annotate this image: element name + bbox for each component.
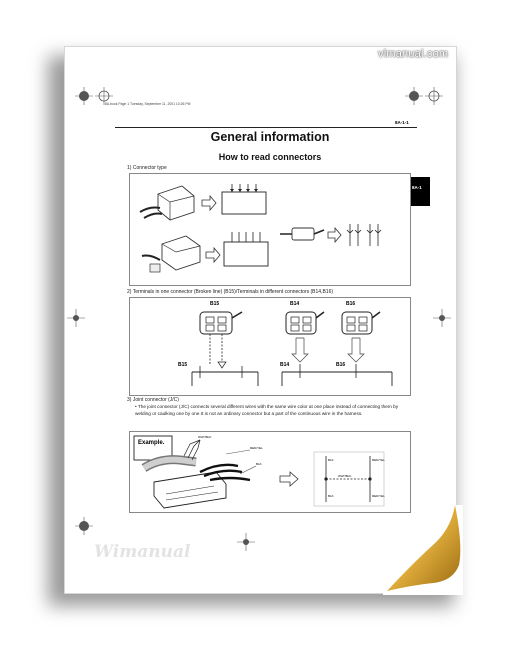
registration-mark-icon: [75, 517, 93, 535]
wire-label: WHT/BLK: [198, 435, 212, 439]
joint-connector-description: • The joint connector (J/C) connects several different wires with the same wire color at one place instead of connecting them by welding or caulking one by one.It is not an ordinary connector but a part of the continuous wire in the harness.: [135, 404, 399, 416]
page-number: 8A-1-1: [395, 120, 409, 125]
connector-label-top: B15: [210, 301, 220, 307]
wire-label: RED/YEL: [250, 446, 263, 450]
schematic-label: RED/YEL: [372, 494, 385, 498]
connector-label-bottom: B14: [280, 362, 290, 368]
example-label: Example.: [138, 440, 165, 446]
registration-mark-icon: [75, 87, 93, 105]
connector-label-top: B16: [346, 301, 356, 307]
section-label-joint-connector: 3) Joint connector (J/C): [127, 397, 179, 403]
registration-mark-icon: [237, 533, 255, 551]
connector-type-figure: [129, 173, 411, 286]
wire-label: BLK: [256, 462, 262, 466]
registration-mark-icon: [433, 309, 451, 327]
print-header-note: 8A.book Page 1 Tuesday, September 11, 2001 10:26 PM: [105, 102, 191, 106]
header-rule: [115, 127, 417, 128]
connector-label-bottom: B15: [178, 362, 188, 368]
page-subtitle: How to read connectors: [218, 152, 322, 162]
connector-label-bottom: B16: [336, 362, 346, 368]
section-tab-label: 8A-1: [412, 185, 422, 190]
terminals-illustration: [130, 298, 410, 395]
schematic-label: BLK: [328, 494, 334, 498]
section-label-connector-type: 1) Connector type: [127, 165, 167, 171]
joint-connector-figure: [129, 431, 411, 513]
connector-label-top: B14: [290, 301, 300, 307]
page-title: General information: [210, 130, 330, 144]
schematic-label: BLK: [328, 458, 334, 462]
section-tab: [408, 177, 430, 206]
joint-connector-illustration: [130, 432, 410, 512]
connector-type-illustration: [130, 174, 410, 285]
schematic-label: WHT/BLK: [338, 474, 352, 478]
registration-mark-icon: [425, 87, 443, 105]
registration-mark-icon: [67, 309, 85, 327]
terminals-figure: [129, 297, 411, 396]
registration-mark-icon: [405, 87, 423, 105]
watermark-top: vlmanual.com: [378, 48, 449, 60]
watermark-bottom: Wimanual: [94, 542, 191, 562]
page-curl-icon: [383, 505, 463, 595]
schematic-label: RED/YEL: [372, 458, 385, 462]
section-label-terminals: 2) Terminals in one connector (Broken line) (B15)/Terminals in different connectors (B14,B16): [127, 289, 334, 295]
